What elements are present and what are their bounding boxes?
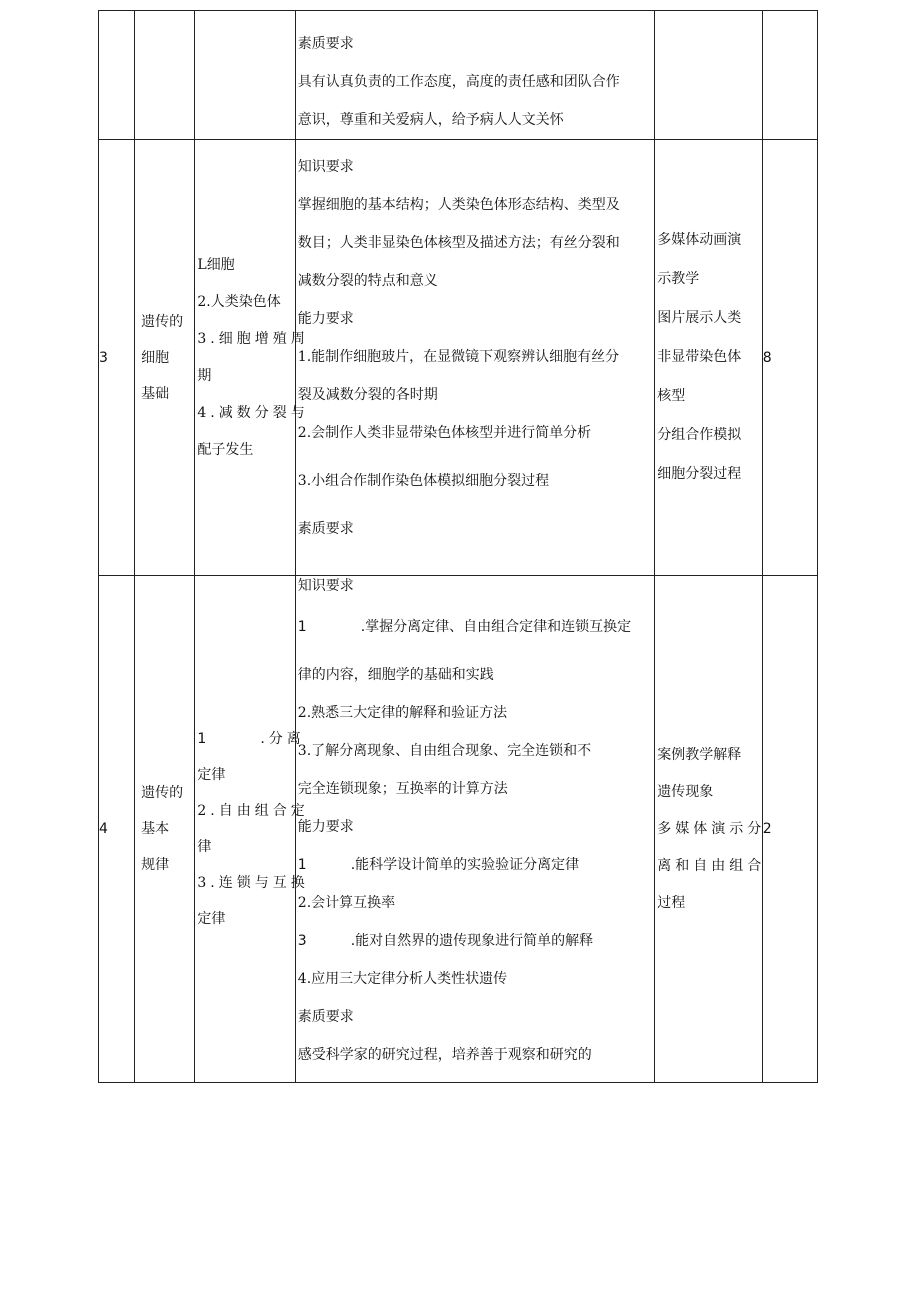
requirement-line: 数目；人类非显染色体核型及描述方法；有丝分裂和	[297, 235, 620, 251]
table-row	[99, 140, 818, 576]
unit-number: 3	[99, 349, 108, 366]
unit-number-cell	[99, 11, 135, 140]
requirement-number: 1	[297, 857, 307, 873]
requirement-line: 减数分裂的特点和意义	[297, 273, 438, 289]
methods-cell	[655, 11, 762, 140]
unit-name-line: 细胞	[141, 349, 170, 366]
hours-cell	[762, 576, 817, 1083]
requirement-text: .掌握分离定律、自由组合定律和连锁互换定	[360, 619, 632, 635]
requirement-line	[298, 846, 655, 884]
method-line: 非显带染色体	[657, 349, 742, 365]
requirements-cell	[295, 140, 655, 576]
requirement-line: 3.小组合作制作染色体模拟细胞分裂过程	[297, 473, 550, 489]
unit-number: 4	[99, 821, 108, 837]
topic-line: 定律	[197, 767, 226, 783]
requirement-line	[298, 922, 655, 960]
topics-cell	[195, 11, 295, 140]
topic-line: 2.人类染色体	[197, 293, 281, 310]
topic-line	[197, 721, 305, 757]
requirement-line: 1.能制作细胞玻片，在显微镜下观察辨认细胞有丝分	[297, 349, 620, 365]
requirement-line: 4.应用三大定律分析人类性状遗传	[297, 971, 508, 987]
requirement-line: 律的内容，细胞学的基础和实践	[297, 667, 494, 683]
requirements-cell	[295, 576, 655, 1083]
requirement-number: 3	[297, 933, 307, 949]
requirement-text: .能科学设计简单的实验验证分离定律	[350, 857, 580, 873]
unit-name-line: 遗传的	[141, 785, 184, 801]
requirement-heading: 素质要求	[297, 36, 354, 52]
hours-value: 2	[762, 821, 772, 837]
topic-line: 3.细胞增殖周	[197, 330, 309, 347]
method-line: 遗传现象	[657, 783, 714, 800]
topic-line: 定律	[197, 911, 226, 927]
course-content-table	[98, 10, 818, 1083]
requirement-heading: 素质要求	[297, 521, 354, 537]
topic-line: 律	[197, 839, 212, 855]
requirement-line: 2.会计算互换率	[297, 895, 396, 911]
topic-line: 3.连锁与互换	[197, 875, 309, 891]
method-line: 离和自由组合	[657, 857, 766, 874]
method-line: 案例教学解释	[657, 746, 742, 763]
methods-cell	[655, 576, 766, 1083]
unit-name-line: 基本	[141, 821, 170, 837]
topic-line: 期	[197, 367, 212, 384]
unit-name-cell	[135, 576, 195, 1083]
method-line: 核型	[657, 388, 686, 404]
method-line: 多媒体动画演	[657, 232, 742, 248]
hours-cell	[762, 140, 817, 576]
unit-name-line: 基础	[141, 385, 170, 402]
requirement-line: 3.了解分离现象、自由组合现象、完全连锁和不	[297, 743, 592, 759]
requirement-number: 1	[297, 619, 307, 635]
table-row	[99, 576, 818, 1083]
unit-name-line: 遗传的	[141, 313, 184, 330]
method-line: 分组合作模拟	[657, 427, 742, 443]
topic-line: 4.减数分裂与	[197, 404, 309, 421]
method-line: 过程	[657, 894, 686, 911]
topic-text: .分离	[260, 731, 305, 747]
unit-number-cell	[99, 140, 135, 576]
requirement-line: 掌握细胞的基本结构；人类染色体形态结构、类型及	[297, 197, 620, 213]
requirement-line	[298, 596, 655, 656]
method-line: 示教学	[657, 271, 700, 287]
requirement-text: .能对自然界的遗传现象进行简单的解释	[350, 933, 594, 949]
requirement-line: 裂及减数分裂的各时期	[297, 387, 438, 403]
method-line: 图片展示人类	[657, 310, 742, 326]
unit-name-cell	[135, 140, 195, 576]
unit-name-cell	[135, 11, 195, 140]
requirement-line: 具有认真负责的工作态度，高度的责任感和团队合作	[297, 74, 620, 90]
unit-name-line: 规律	[141, 857, 170, 873]
topic-line: 2.自由组合定	[197, 803, 309, 819]
unit-number-cell	[99, 576, 135, 1083]
topic-line: 配子发生	[197, 441, 254, 458]
requirements-cell	[295, 11, 655, 140]
topics-cell	[195, 140, 309, 576]
requirement-line: 感受科学家的研究过程，培养善于观察和研究的	[297, 1047, 592, 1063]
requirement-heading: 能力要求	[297, 311, 354, 327]
topic-number: 1	[197, 731, 207, 747]
requirement-line: 完全连锁现象；互换率的计算方法	[297, 781, 508, 797]
topics-cell	[195, 576, 309, 1083]
requirement-heading: 知识要求	[297, 159, 354, 175]
requirement-line: 2.会制作人类非显带染色体核型并进行简单分析	[297, 425, 592, 441]
method-line: 多媒体演示分	[657, 820, 766, 837]
requirement-heading: 能力要求	[297, 819, 354, 835]
requirement-line: 意识，尊重和关爱病人，给予病人人文关怀	[297, 112, 564, 128]
hours-value: 8	[762, 349, 772, 366]
methods-cell	[655, 140, 762, 576]
requirement-line: 2.熟悉三大定律的解释和验证方法	[297, 705, 508, 721]
method-line: 细胞分裂过程	[657, 466, 742, 482]
table-row	[99, 11, 818, 140]
requirement-heading: 素质要求	[297, 1009, 354, 1025]
topic-line: L细胞	[197, 256, 235, 273]
hours-cell	[762, 11, 817, 140]
requirement-heading: 知识要求	[297, 578, 354, 594]
